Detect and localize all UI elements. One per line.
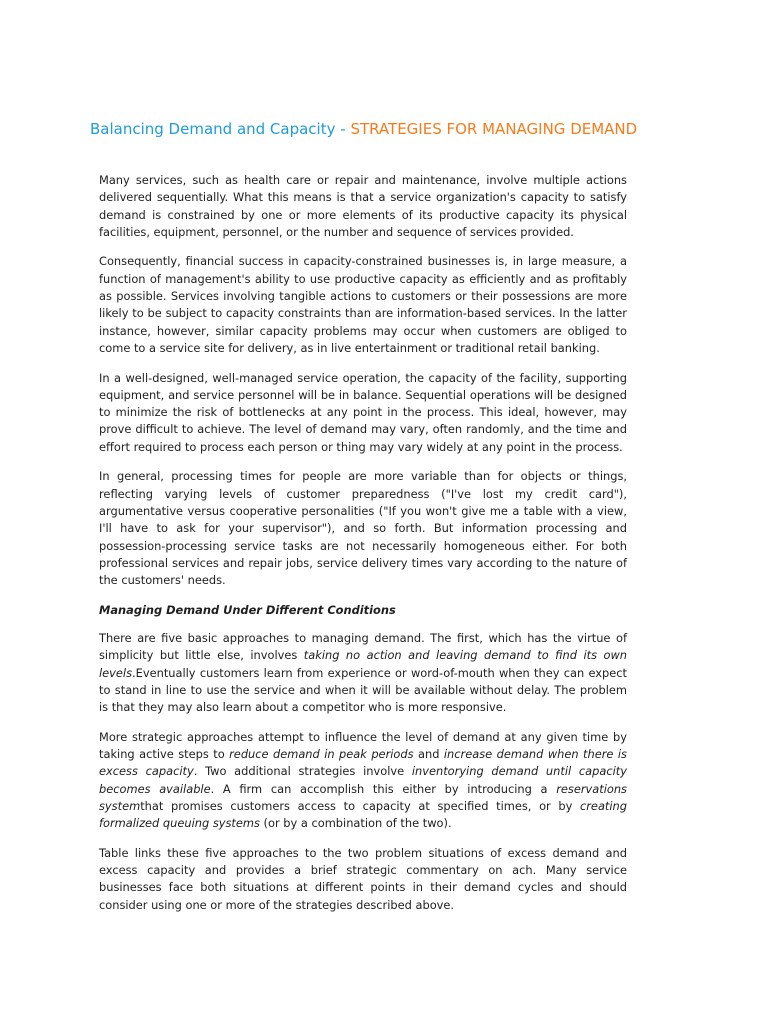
paragraph-6-text-k: (or by a combination of the two). — [259, 816, 452, 831]
paragraph-5-text-a: There are five basic approaches to managing demand. The first, which has the virtue of simplicity but little else, involves — [99, 631, 627, 663]
paragraph-6-emphasis-j: creating formalized queuing systems — [99, 798, 627, 831]
paragraph-6-emphasis-d: increase demand when there is excess capacity — [99, 747, 627, 779]
paragraph-2: Consequently, financial success in capacity-constrained businesses is, in large measure, a function of management's ability to use productive capacity as efficiently and as profitably as possible. Services involving tangible actions to customers or their possessions are more likely to be subject to capacity constraints than are information-based services. In the latter instance, however, similar capacity problems may occur when customers are obliged to come to a service site for delivery, as in live entertainment or traditional retail banking. — [99, 254, 627, 355]
paragraph-4: In general, processing times for people are more variable than for objects or things, reflecting varying levels of customer preparedness ("I've lost my credit card"), argumentative versus cooperative personalities ("If you won't give me a table with a view, I'll have to ask for your supervisor"), and so forth. But information processing and possession-processing service tasks are not necessarily homogeneous either. For both professional services and repair jobs, service delivery times vary according to the nature of the customers' needs. — [99, 469, 627, 588]
paragraph-5 — [99, 630, 627, 716]
paragraph-6-emphasis-h: reservations system — [99, 781, 627, 813]
title-main: Balancing Demand and Capacity - — [90, 120, 351, 138]
paragraph-1: Many services, such as health care or repair and maintenance, involve multiple actions delivered sequentially. What this means is that a service organization's capacity to satisfy demand is constrained by one or more elements of its productive capacity its physical facilities, equipment, personnel, or the number and sequence of services provided. — [99, 173, 627, 239]
paragraph-6-text-c: and — [413, 747, 444, 762]
article-body — [99, 172, 627, 926]
paragraph-7: Table links these five approaches to the two problem situations of excess demand and excess capacity and provides a brief strategic commentary on ach. Many service businesses face both situations at different points in their demand cycles and should consider using one or more of the strategies described above. — [99, 845, 627, 912]
paragraph-6-text-g: . A firm can accomplish this either by introducing a — [210, 781, 557, 796]
paragraph-6-text-i: that promises customers access to capacity at specified times, or by — [140, 798, 580, 813]
paragraph-6-emphasis-b: reduce demand in peak periods — [229, 747, 414, 762]
paragraph-5-text-c: .Eventually customers learn from experience or word-of-mouth when they can expect to stand in line to use the service and when it will be available without delay. The problem is that they may also learn about a competitor who is more responsive. — [99, 665, 627, 715]
paragraph-6-text-e: . Two additional strategies involve — [193, 764, 412, 779]
page-title — [90, 118, 650, 141]
paragraph-6-text-a: More strategic approaches attempt to influence the level of demand at any given time by taking active steps to — [99, 729, 627, 762]
paragraph-6-emphasis-f: inventorying demand until capacity becomes available — [99, 764, 627, 796]
paragraph-5-emphasis-b: taking no action and leaving demand to find its own levels — [99, 648, 627, 680]
paragraph-3: In a well-designed, well-managed service operation, the capacity of the facility, supporting equipment, and service personnel will be in balance. Sequential operations will be designed to minimize the risk of bottlenecks at any point in the process. This ideal, however, may prove difficult to achieve. The level of demand may vary, often randomly, and the time and effort required to process each person or thing may vary widely at any point in the process. — [99, 370, 627, 454]
title-subtitle: STRATEGIES FOR MANAGING DEMAND — [350, 120, 638, 138]
paragraph-6 — [99, 729, 627, 833]
section-heading: Managing Demand Under Different Conditions — [99, 602, 396, 617]
